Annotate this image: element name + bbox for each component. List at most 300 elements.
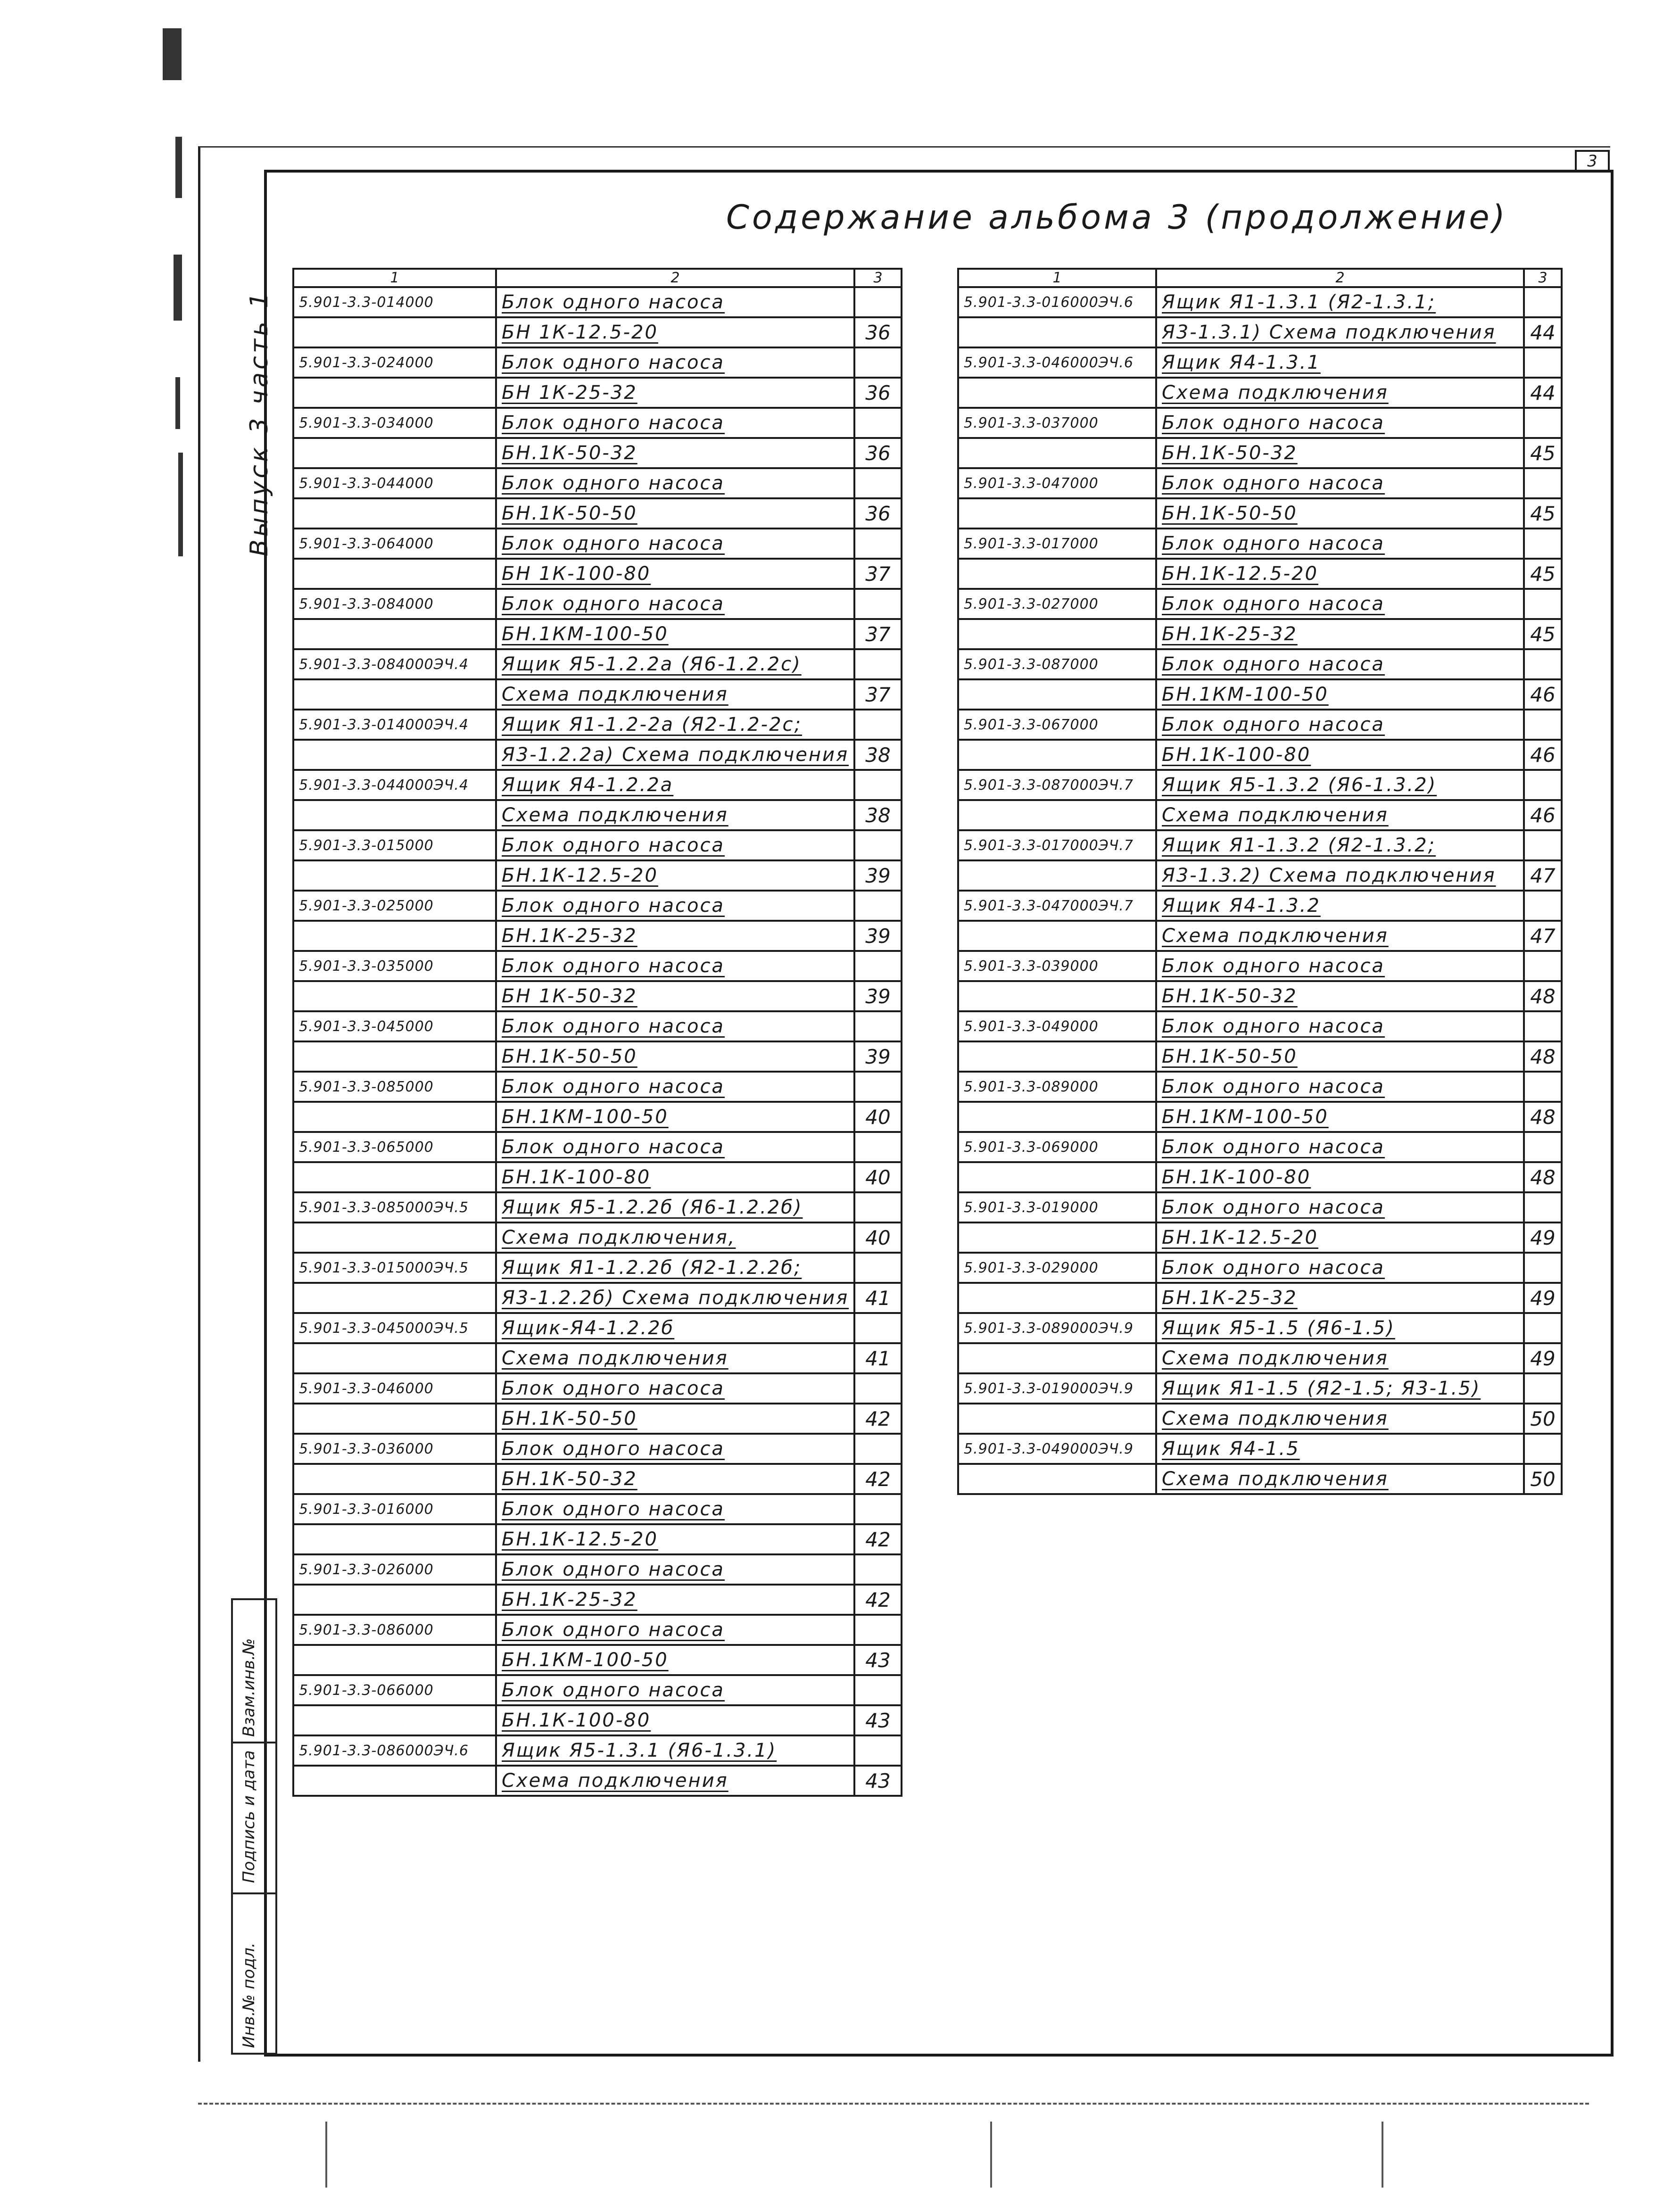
page-number (854, 1494, 902, 1524)
table-row (293, 559, 902, 589)
document-code (958, 1343, 1156, 1373)
document-code: 5.901-3.3-085000 (293, 1072, 496, 1102)
page-number (1524, 1373, 1562, 1404)
table-row (958, 1343, 1562, 1373)
document-code: 5.901-3.3-016000ЭЧ.6 (958, 287, 1156, 317)
document-code (958, 498, 1156, 529)
page-number (854, 1735, 902, 1766)
page-number: 45 (1524, 498, 1562, 529)
item-description: Схема подключения (1156, 1464, 1524, 1494)
column-header: 2 (496, 269, 854, 287)
page-number (854, 1072, 902, 1102)
page-number: 37 (854, 679, 902, 710)
document-code (958, 1464, 1156, 1494)
document-code: 5.901-3.3-025000 (293, 891, 496, 921)
page-number (854, 710, 902, 740)
table-row (958, 770, 1562, 800)
page-number (854, 951, 902, 981)
column-header: 1 (958, 269, 1156, 287)
item-description: Я3-1.3.1) Схема подключения (1156, 317, 1524, 347)
item-description: Блок одного насоса (496, 891, 854, 921)
table-row (293, 1464, 902, 1494)
item-description: Блок одного насоса (496, 830, 854, 860)
item-description: Ящик Я5-1.5 (Я6-1.5) (1156, 1313, 1524, 1343)
table-row (293, 1072, 902, 1102)
scan-smudge (175, 377, 180, 429)
document-code: 5.901-3.3-017000 (958, 529, 1156, 559)
sheet-number: 3 (1575, 150, 1610, 173)
table-row (958, 559, 1562, 589)
item-description: Схема подключения (1156, 378, 1524, 408)
item-description: БН.1К-100-80 (1156, 740, 1524, 770)
page-number (1524, 1132, 1562, 1162)
item-description: Блок одного насоса (496, 287, 854, 317)
table-row (958, 1373, 1562, 1404)
table-row (293, 287, 902, 317)
table-row (293, 1162, 902, 1192)
item-description: Схема подключения (1156, 1404, 1524, 1434)
document-code: 5.901-3.3-024000 (293, 347, 496, 378)
item-description: Блок одного насоса (496, 529, 854, 559)
page-number (1524, 1253, 1562, 1283)
document-code (958, 559, 1156, 589)
page-number (854, 1554, 902, 1585)
item-description: Ящик Я1-1.5 (Я2-1.5; Я3-1.5) (1156, 1373, 1524, 1404)
page-number (854, 649, 902, 679)
table-row (293, 800, 902, 830)
table-row (293, 830, 902, 860)
item-description: Блок одного насоса (1156, 1253, 1524, 1283)
table-row (293, 1132, 902, 1162)
table-body (293, 287, 902, 1796)
page-number: 39 (854, 921, 902, 951)
document-code: 5.901-3.3-087000 (958, 649, 1156, 679)
table-row (293, 1494, 902, 1524)
document-code (958, 921, 1156, 951)
document-code: 5.901-3.3-047000 (958, 468, 1156, 498)
document-code (293, 1162, 496, 1192)
item-description: Блок одного насоса (496, 1011, 854, 1041)
document-code (293, 1524, 496, 1554)
page-number: 41 (854, 1343, 902, 1373)
item-description: БН.1К-50-50 (1156, 1041, 1524, 1072)
page-number (854, 1011, 902, 1041)
table-row (958, 1434, 1562, 1464)
item-description: БН.1К-25-32 (1156, 619, 1524, 649)
page-number: 48 (1524, 981, 1562, 1011)
document-code (958, 378, 1156, 408)
page-number (854, 589, 902, 619)
document-code (958, 1223, 1156, 1253)
page-number: 44 (1524, 378, 1562, 408)
table-row (293, 951, 902, 981)
table-row (958, 408, 1562, 438)
document-code: 5.901-3.3-017000ЭЧ.7 (958, 830, 1156, 860)
page-number: 39 (854, 1041, 902, 1072)
page-number (854, 1615, 902, 1645)
table-row (958, 1102, 1562, 1132)
table-header-row (958, 269, 1562, 287)
table-row (958, 1404, 1562, 1434)
document-code: 5.901-3.3-086000 (293, 1615, 496, 1645)
page-number: 48 (1524, 1102, 1562, 1132)
item-description: БН.1К-25-32 (1156, 1283, 1524, 1313)
table-row (958, 1192, 1562, 1223)
item-description: БН 1К-12.5-20 (496, 317, 854, 347)
stamp-label-2: Подпись и дата (240, 1750, 258, 1883)
document-code (293, 1766, 496, 1796)
document-code (958, 1404, 1156, 1434)
table-row (958, 1011, 1562, 1041)
page-number: 37 (854, 559, 902, 589)
item-description: БН.1К-50-50 (496, 1041, 854, 1072)
table-row (958, 740, 1562, 770)
table-row (293, 1766, 902, 1796)
item-description: БН.1К-100-80 (1156, 1162, 1524, 1192)
table-row (293, 1404, 902, 1434)
document-code (958, 1162, 1156, 1192)
page-number: 40 (854, 1162, 902, 1192)
item-description: Ящик Я1-1.3.1 (Я2-1.3.1; (1156, 287, 1524, 317)
item-description: БН.1КМ-100-50 (496, 619, 854, 649)
table-row (958, 951, 1562, 981)
table-row (293, 679, 902, 710)
item-description: Блок одного насоса (496, 347, 854, 378)
item-description: Блок одного насоса (1156, 468, 1524, 498)
page-number: 42 (854, 1585, 902, 1615)
page-number (1524, 408, 1562, 438)
table-body (958, 287, 1562, 1494)
document-code (293, 1464, 496, 1494)
page-number: 43 (854, 1705, 902, 1735)
page-number: 37 (854, 619, 902, 649)
column-header: 3 (854, 269, 902, 287)
table-row (958, 438, 1562, 468)
document-code (293, 921, 496, 951)
document-code (293, 860, 496, 891)
item-description: БН.1К-100-80 (496, 1162, 854, 1192)
table-row (293, 619, 902, 649)
table-row (293, 1434, 902, 1464)
table-row (958, 679, 1562, 710)
item-description: Блок одного насоса (496, 1434, 854, 1464)
table-row (958, 317, 1562, 347)
item-description: Ящик Я1-1.3.2 (Я2-1.3.2; (1156, 830, 1524, 860)
table-row (958, 378, 1562, 408)
item-description: Блок одного насоса (496, 1132, 854, 1162)
stamp-divider (233, 1892, 275, 1894)
column-header: 1 (293, 269, 496, 287)
item-description: Схема подключения (1156, 921, 1524, 951)
page-number: 49 (1524, 1223, 1562, 1253)
document-code (293, 1585, 496, 1615)
column-header: 2 (1156, 269, 1524, 287)
document-code: 5.901-3.3-084000ЭЧ.4 (293, 649, 496, 679)
item-description: БН.1К-50-50 (496, 498, 854, 529)
table-row (958, 1223, 1562, 1253)
table-row (958, 891, 1562, 921)
table-row (958, 287, 1562, 317)
table-row (958, 529, 1562, 559)
page-number: 42 (854, 1524, 902, 1554)
table-row (293, 529, 902, 559)
table-row (958, 1464, 1562, 1494)
item-description: Я3-1.2.2а) Схема подключения (496, 740, 854, 770)
page-number: 36 (854, 498, 902, 529)
table-row (293, 1585, 902, 1615)
page-number (1524, 1011, 1562, 1041)
page-number (1524, 770, 1562, 800)
document-code (958, 619, 1156, 649)
item-description: Я3-1.3.2) Схема подключения (1156, 860, 1524, 891)
table-row (293, 1554, 902, 1585)
document-code: 5.901-3.3-014000ЭЧ.4 (293, 710, 496, 740)
column-header: 3 (1524, 269, 1562, 287)
page-title: Содержание альбома 3 (продолжение) (726, 198, 1508, 237)
document-code: 5.901-3.3-064000 (293, 529, 496, 559)
item-description: Блок одного насоса (496, 468, 854, 498)
table-row (293, 1645, 902, 1675)
item-description: Блок одного насоса (496, 1675, 854, 1705)
document-code: 5.901-3.3-029000 (958, 1253, 1156, 1283)
item-description: Блок одного насоса (1156, 408, 1524, 438)
table-row (293, 860, 902, 891)
page-number: 42 (854, 1464, 902, 1494)
document-code: 5.901-3.3-067000 (958, 710, 1156, 740)
document-code (293, 1404, 496, 1434)
item-description: Схема подключения (496, 1343, 854, 1373)
item-description: БН.1К-12.5-20 (496, 1524, 854, 1554)
page-number: 50 (1524, 1404, 1562, 1434)
document-code: 5.901-3.3-015000ЭЧ.5 (293, 1253, 496, 1283)
document-code (293, 800, 496, 830)
page-number (854, 408, 902, 438)
page-number: 46 (1524, 679, 1562, 710)
document-code (958, 981, 1156, 1011)
page-number (1524, 468, 1562, 498)
item-description: Блок одного насоса (1156, 951, 1524, 981)
page-number: 40 (854, 1223, 902, 1253)
table-row (293, 891, 902, 921)
page-number (1524, 891, 1562, 921)
table-row (958, 1253, 1562, 1283)
table-row (958, 498, 1562, 529)
page-number (1524, 1434, 1562, 1464)
document-code (293, 498, 496, 529)
table-row (293, 1011, 902, 1041)
page-number: 43 (854, 1645, 902, 1675)
item-description: Схема подключения (1156, 1343, 1524, 1373)
page-number (1524, 287, 1562, 317)
document-code: 5.901-3.3-084000 (293, 589, 496, 619)
page-number (854, 830, 902, 860)
item-description: Ящик Я5-1.3.2 (Я6-1.3.2) (1156, 770, 1524, 800)
document-code: 5.901-3.3-046000 (293, 1373, 496, 1404)
item-description: БН.1К-50-32 (496, 438, 854, 468)
document-code: 5.901-3.3-049000 (958, 1011, 1156, 1041)
table-row (293, 1192, 902, 1223)
page-number (854, 1192, 902, 1223)
item-description: БН.1К-12.5-20 (1156, 1223, 1524, 1253)
document-code: 5.901-3.3-039000 (958, 951, 1156, 981)
document-code (293, 1343, 496, 1373)
page-number: 42 (854, 1404, 902, 1434)
table-row (293, 1283, 902, 1313)
document-code (958, 860, 1156, 891)
item-description: Блок одного насоса (496, 1554, 854, 1585)
document-code (293, 740, 496, 770)
document-code (958, 438, 1156, 468)
table-row (958, 1162, 1562, 1192)
table-row (293, 1705, 902, 1735)
table-row (958, 1072, 1562, 1102)
table-row (958, 347, 1562, 378)
item-description: БН.1КМ-100-50 (496, 1102, 854, 1132)
contents-table-left (292, 268, 902, 1797)
page-number: 49 (1524, 1343, 1562, 1373)
table-row (293, 770, 902, 800)
table-header-row (293, 269, 902, 287)
page-number (1524, 1313, 1562, 1343)
page-number: 50 (1524, 1464, 1562, 1494)
item-description: Ящик-Я4-1.2.2б (496, 1313, 854, 1343)
table-row (958, 1132, 1562, 1162)
page-number: 48 (1524, 1162, 1562, 1192)
side-label: Выпуск 3 часть 1 (245, 289, 273, 556)
document-code (293, 1705, 496, 1735)
page-number: 38 (854, 740, 902, 770)
page-number: 40 (854, 1102, 902, 1132)
page-number (854, 1373, 902, 1404)
page-number (854, 1132, 902, 1162)
table-row (958, 1041, 1562, 1072)
item-description: Схема подключения (1156, 800, 1524, 830)
page-bottom-tick (990, 2122, 992, 2188)
page-number: 44 (1524, 317, 1562, 347)
document-code (958, 740, 1156, 770)
scan-smudge (174, 255, 182, 321)
document-code: 5.901-3.3-086000ЭЧ.6 (293, 1735, 496, 1766)
item-description: Блок одного насоса (496, 589, 854, 619)
page-number: 36 (854, 317, 902, 347)
document-code: 5.901-3.3-036000 (293, 1434, 496, 1464)
item-description: Схема подключения (496, 800, 854, 830)
page-number: 46 (1524, 740, 1562, 770)
item-description: Блок одного насоса (1156, 1132, 1524, 1162)
stamp-divider (233, 1742, 275, 1743)
document-code (293, 378, 496, 408)
table-row (958, 1313, 1562, 1343)
document-code: 5.901-3.3-044000ЭЧ.4 (293, 770, 496, 800)
page-number: 43 (854, 1766, 902, 1796)
document-code: 5.901-3.3-037000 (958, 408, 1156, 438)
table-row (293, 740, 902, 770)
scan-smudge (178, 453, 183, 556)
table-row (293, 981, 902, 1011)
table-row (293, 1675, 902, 1705)
page-number: 46 (1524, 800, 1562, 830)
item-description: Блок одного насоса (496, 1373, 854, 1404)
item-description: Схема подключения (496, 1766, 854, 1796)
document-code: 5.901-3.3-016000 (293, 1494, 496, 1524)
item-description: БН 1К-100-80 (496, 559, 854, 589)
item-description: Блок одного насоса (1156, 649, 1524, 679)
page-number (1524, 589, 1562, 619)
document-code (293, 981, 496, 1011)
item-description: БН.1К-12.5-20 (1156, 559, 1524, 589)
item-description: БН.1К-25-32 (496, 1585, 854, 1615)
document-code: 5.901-3.3-034000 (293, 408, 496, 438)
table-row (293, 498, 902, 529)
document-code: 5.901-3.3-089000 (958, 1072, 1156, 1102)
document-code (958, 800, 1156, 830)
page-number (854, 1313, 902, 1343)
table-row (293, 1524, 902, 1554)
page-number: 39 (854, 981, 902, 1011)
table-row (293, 347, 902, 378)
page-number (1524, 347, 1562, 378)
page-number: 45 (1524, 559, 1562, 589)
document-code (958, 317, 1156, 347)
document-code: 5.901-3.3-045000ЭЧ.5 (293, 1313, 496, 1343)
document-code (958, 1041, 1156, 1072)
item-description: БН.1К-50-50 (1156, 498, 1524, 529)
table-row (958, 649, 1562, 679)
item-description: БН.1КМ-100-50 (496, 1645, 854, 1675)
page-bottom-tick (1382, 2122, 1383, 2188)
page-number (854, 1253, 902, 1283)
table-row (958, 830, 1562, 860)
document-code (293, 1645, 496, 1675)
item-description: БН 1К-50-32 (496, 981, 854, 1011)
document-code (293, 317, 496, 347)
table-row (293, 649, 902, 679)
item-description: Блок одного насоса (496, 1494, 854, 1524)
page-number: 38 (854, 800, 902, 830)
document-code: 5.901-3.3-026000 (293, 1554, 496, 1585)
document-code: 5.901-3.3-015000 (293, 830, 496, 860)
item-description: Блок одного насоса (496, 1072, 854, 1102)
page-number (854, 891, 902, 921)
document-code: 5.901-3.3-046000ЭЧ.6 (958, 347, 1156, 378)
item-description: Блок одного насоса (496, 1615, 854, 1645)
page-number (854, 468, 902, 498)
table-row (293, 1373, 902, 1404)
page-number (1524, 1192, 1562, 1223)
page-number: 49 (1524, 1283, 1562, 1313)
item-description: Блок одного насоса (496, 408, 854, 438)
item-description: БН.1КМ-100-50 (1156, 679, 1524, 710)
table-row (958, 589, 1562, 619)
item-description: Блок одного насоса (1156, 710, 1524, 740)
page-number (854, 1434, 902, 1464)
table-row (293, 1615, 902, 1645)
document-code (293, 1102, 496, 1132)
document-code (293, 1223, 496, 1253)
page-number (854, 347, 902, 378)
document-code: 5.901-3.3-047000ЭЧ.7 (958, 891, 1156, 921)
item-description: Я3-1.2.2б) Схема подключения (496, 1283, 854, 1313)
scan-smudge (163, 28, 182, 80)
table-row (293, 1735, 902, 1766)
item-description: Блок одного насоса (496, 951, 854, 981)
document-code: 5.901-3.3-019000 (958, 1192, 1156, 1223)
page-number (1524, 529, 1562, 559)
document-code: 5.901-3.3-027000 (958, 589, 1156, 619)
document-code: 5.901-3.3-044000 (293, 468, 496, 498)
table-row (293, 921, 902, 951)
item-description: БН 1К-25-32 (496, 378, 854, 408)
